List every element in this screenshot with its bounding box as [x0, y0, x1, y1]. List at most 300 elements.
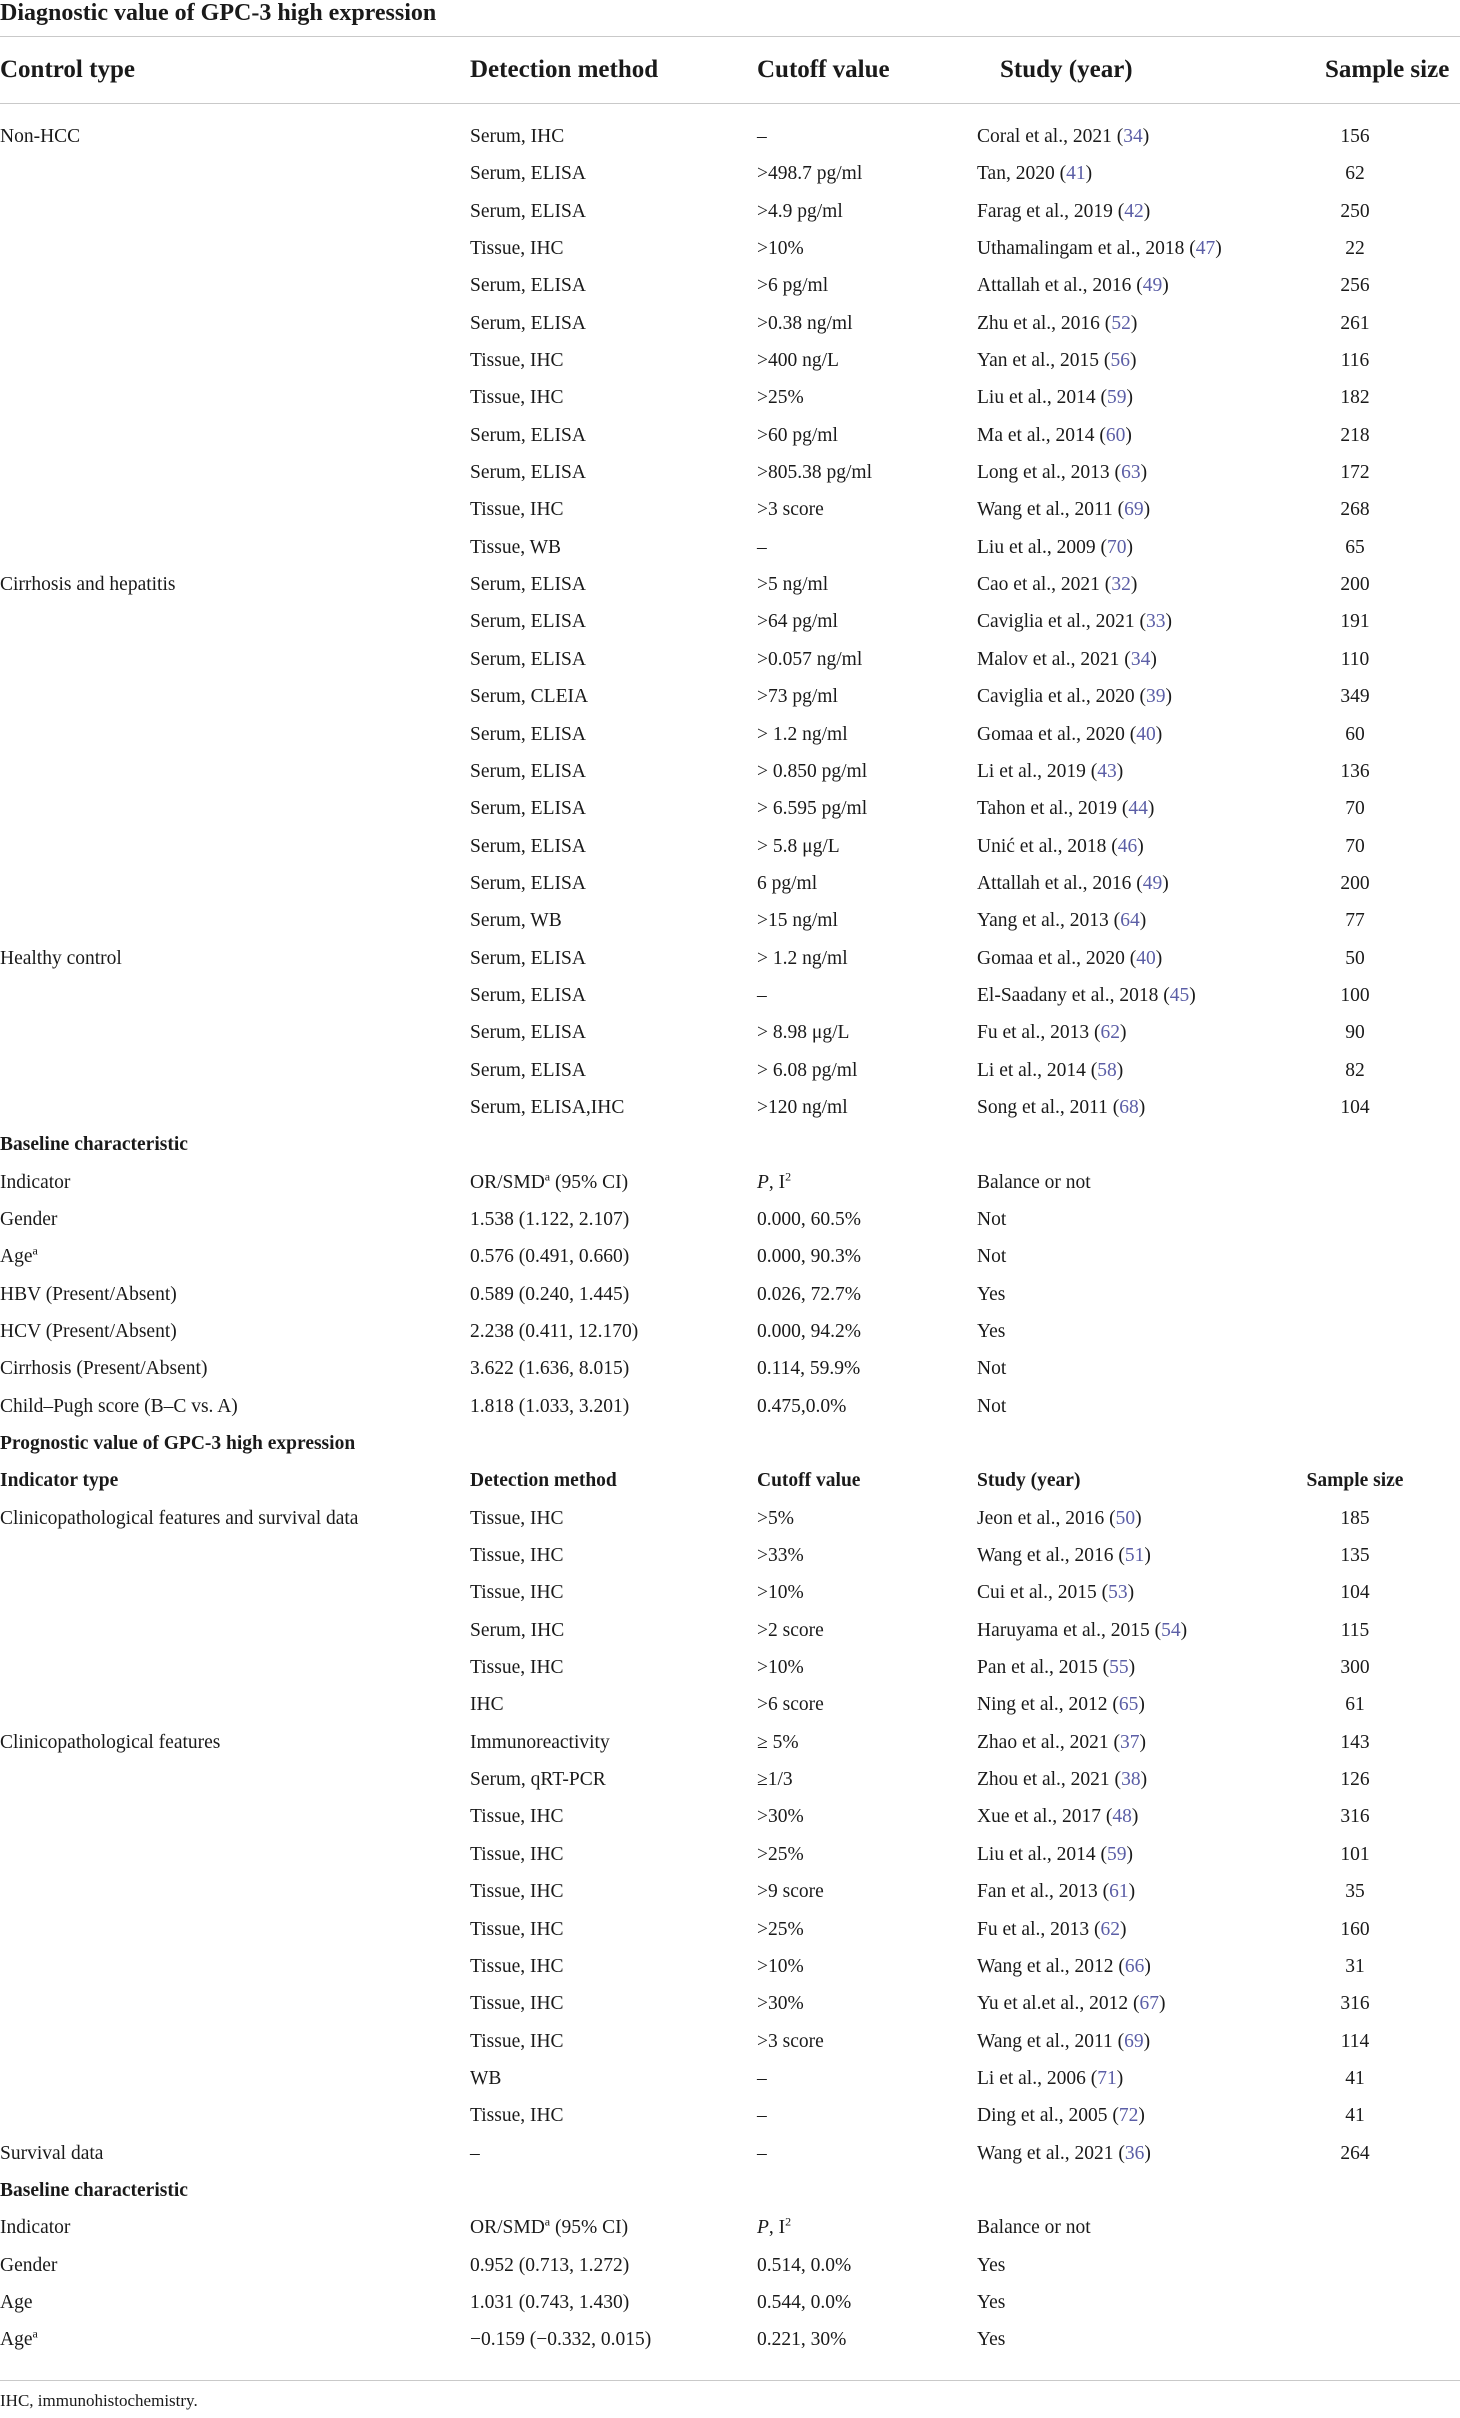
- detection-method-cell: Tissue, IHC: [470, 2105, 564, 2127]
- study-close-paren: ): [1116, 1059, 1124, 1081]
- sample-size-cell: 250: [1340, 200, 1370, 222]
- ci-text: (95% CI): [550, 2217, 629, 2239]
- study-cell: [977, 1873, 1135, 1910]
- sample-size-cell: 41: [1345, 2105, 1365, 2127]
- sample-size-cell: 261: [1340, 312, 1370, 334]
- section-heading-row: [0, 2172, 1460, 2209]
- header-control-type: Control type: [0, 56, 135, 83]
- cutoff-value-cell: –: [757, 2105, 767, 2127]
- sample-size-cell: 62: [1345, 163, 1365, 185]
- study-cell: [977, 1612, 1187, 1649]
- study-cell: [977, 1089, 1145, 1126]
- indicator-name: HCV (Present/Absent): [0, 1321, 177, 1342]
- footer-divider: [0, 2380, 1460, 2381]
- table-row: [0, 790, 1460, 827]
- study-text: Li et al., 2019 (: [977, 760, 1098, 782]
- detection-method-cell: Serum, ELISA: [470, 462, 586, 484]
- study-cell: [977, 1948, 1151, 1985]
- study-cell: [977, 379, 1133, 416]
- or-smd-value: 0.952 (0.713, 1.272): [470, 2254, 630, 2276]
- study-text: Li et al., 2014 (: [977, 1059, 1098, 1081]
- header-sample-size: Sample size: [1325, 56, 1450, 83]
- cutoff-value-cell: >10%: [757, 1582, 804, 1604]
- sample-size-cell: 104: [1340, 1096, 1370, 1118]
- sample-size-cell: 316: [1340, 1806, 1370, 1828]
- cutoff-value-cell: > 8.98 μg/L: [757, 1022, 850, 1044]
- study-cell: [977, 1014, 1126, 1051]
- table-row: [0, 1985, 1460, 2022]
- study-close-paren: ): [1140, 462, 1148, 484]
- sample-size-cell: 110: [1340, 648, 1370, 670]
- subheader-study-year: Study (year): [977, 1470, 1081, 1492]
- cutoff-value-cell: > 1.2 ng/ml: [757, 947, 848, 969]
- table-row: [0, 454, 1460, 491]
- section-title: Baseline characteristic: [0, 2179, 188, 2201]
- reference-number: 69: [1124, 2030, 1144, 2052]
- detection-method-cell: Serum, ELISA: [470, 1059, 586, 1081]
- or-smd-text: OR/SMD: [470, 2217, 545, 2239]
- study-cell: [977, 342, 1136, 379]
- baseline-indicator: [0, 1350, 207, 1387]
- study-text: Farag et al., 2019 (: [977, 200, 1125, 222]
- detection-method-cell: Serum, ELISA: [470, 835, 586, 857]
- study-close-paren: ): [1126, 387, 1133, 409]
- table-row: [0, 940, 1460, 977]
- sample-size-cell: 70: [1345, 798, 1365, 820]
- detection-method-cell: IHC: [470, 1694, 504, 1716]
- reference-number: 65: [1118, 1694, 1139, 1716]
- detection-method-cell: Serum, ELISA: [470, 648, 586, 670]
- subheader-indicator-type: Indicator type: [0, 1470, 119, 1492]
- reference-number: 48: [1112, 1806, 1132, 1828]
- reference-number: 36: [1124, 2142, 1145, 2164]
- study-text: Ding et al., 2005 (: [977, 2105, 1119, 2127]
- study-cell: [977, 1724, 1146, 1761]
- study-text: Jeon et al., 2016 (: [977, 1507, 1116, 1529]
- or-smd-text: OR/SMD: [470, 1171, 545, 1193]
- study-close-paren: ): [1143, 200, 1151, 222]
- cutoff-value-cell: >2 score: [757, 1619, 824, 1641]
- table-row: [0, 902, 1460, 939]
- cutoff-value-cell: >6 score: [757, 1694, 824, 1716]
- sample-size-cell: 200: [1340, 574, 1370, 596]
- study-text: Fu et al., 2013 (: [977, 1022, 1101, 1044]
- study-text: Gomaa et al., 2020 (: [977, 723, 1137, 745]
- detection-method-cell: Serum, ELISA: [470, 163, 586, 185]
- reference-number: 62: [1100, 1918, 1120, 1940]
- sample-size-cell: 126: [1340, 1769, 1370, 1791]
- study-text: Liu et al., 2009 (: [977, 536, 1107, 558]
- study-text: Fan et al., 2013 (: [977, 1881, 1110, 1903]
- header-detection-method: Detection method: [470, 56, 659, 83]
- table-row: [0, 1276, 1460, 1313]
- balance-label: Balance or not: [977, 1171, 1091, 1193]
- detection-method-cell: –: [470, 2142, 480, 2164]
- study-text: Tan, 2020 (: [977, 163, 1067, 185]
- table-row: [0, 1238, 1460, 1275]
- study-close-paren: ): [1119, 1918, 1127, 1940]
- table-row: [0, 2060, 1460, 2097]
- study-cell: [977, 1500, 1142, 1537]
- study-text: Coral et al., 2021 (: [977, 126, 1124, 147]
- study-close-paren: ): [1158, 1993, 1166, 2015]
- study-text: Liu et al., 2014 (: [977, 1843, 1107, 1865]
- table-row: [0, 1014, 1460, 1051]
- cutoff-value-cell: > 1.2 ng/ml: [757, 723, 848, 745]
- table-row: [0, 2209, 1460, 2246]
- study-close-paren: ): [1130, 312, 1138, 334]
- balance-value: Not: [977, 1395, 1007, 1417]
- study-cell: [977, 155, 1092, 192]
- reference-number: 32: [1111, 574, 1131, 596]
- table-row: [0, 678, 1460, 715]
- detection-method-cell: Tissue, IHC: [470, 1918, 564, 1940]
- study-cell: [977, 753, 1123, 790]
- study-cell: [977, 1052, 1123, 1089]
- indicator-name: Age: [0, 2329, 33, 2351]
- study-text: Caviglia et al., 2020 (: [977, 686, 1146, 708]
- balance-value: Yes: [977, 2254, 1006, 2276]
- study-close-paren: ): [1116, 760, 1124, 782]
- table-row: [0, 529, 1460, 566]
- table-row: [0, 1388, 1460, 1425]
- study-text: Zhou et al., 2021 (: [977, 1769, 1122, 1791]
- table-body: [0, 118, 1460, 2359]
- baseline-indicator: [0, 2247, 57, 2284]
- cutoff-value-cell: –: [757, 984, 767, 1006]
- detection-method-cell: Tissue, IHC: [470, 1507, 564, 1529]
- or-smd-value: −0.159 (−0.332, 0.015): [470, 2329, 652, 2351]
- reference-number: 49: [1142, 872, 1163, 894]
- indicator-superscript: a: [32, 2326, 38, 2341]
- table-title: Diagnostic value of GPC-3 high expression: [0, 0, 437, 26]
- baseline-indicator: [0, 2284, 33, 2321]
- p-i2-value: 0.514, 0.0%: [757, 2254, 852, 2276]
- study-text: Yan et al., 2015 (: [977, 350, 1111, 372]
- reference-number: 37: [1119, 1731, 1140, 1753]
- study-cell: [977, 193, 1150, 230]
- detection-method-cell: Tissue, IHC: [470, 1657, 564, 1679]
- table-row: [0, 1798, 1460, 1835]
- control-type-cell: Clinicopathological features: [0, 1731, 221, 1753]
- study-cell: [977, 2097, 1145, 2134]
- study-cell: [977, 902, 1146, 939]
- reference-number: 72: [1118, 2105, 1139, 2127]
- study-cell: [977, 118, 1149, 155]
- control-type-cell: Non-HCC: [0, 126, 81, 147]
- study-text: Cui et al., 2015 (: [977, 1582, 1109, 1604]
- control-type-cell: Survival data: [0, 2142, 104, 2164]
- study-cell: [977, 1537, 1151, 1574]
- reference-number: 43: [1097, 760, 1117, 782]
- cutoff-value-cell: >33%: [757, 1545, 804, 1567]
- sample-size-cell: 349: [1340, 686, 1370, 708]
- table-row: [0, 1500, 1460, 1537]
- cutoff-value-cell: >10%: [757, 1955, 804, 1977]
- study-text: Fu et al., 2013 (: [977, 1918, 1101, 1940]
- study-close-paren: ): [1140, 1769, 1148, 1791]
- study-close-paren: ): [1155, 947, 1163, 969]
- baseline-indicator: [0, 2321, 38, 2358]
- sample-size-cell: 35: [1345, 1881, 1365, 1903]
- reference-number: 33: [1145, 611, 1166, 633]
- table-row: [0, 267, 1460, 304]
- cutoff-value-cell: >3 score: [757, 2030, 824, 2052]
- table-row: [0, 641, 1460, 678]
- balance-value: Yes: [977, 1321, 1006, 1342]
- study-close-paren: ): [1143, 499, 1151, 521]
- reference-number: 39: [1145, 686, 1166, 708]
- reference-number: 58: [1097, 1059, 1117, 1081]
- detection-method-cell: Serum, ELISA,IHC: [470, 1096, 625, 1118]
- baseline-indicator: [0, 1313, 177, 1350]
- balance-value: Yes: [977, 2329, 1006, 2351]
- study-close-paren: ): [1137, 835, 1144, 857]
- study-close-paren: ): [1144, 2142, 1151, 2164]
- study-text: Tahon et al., 2019 (: [977, 798, 1129, 820]
- reference-number: 47: [1195, 238, 1216, 260]
- table-row: [0, 753, 1460, 790]
- sample-size-cell: 218: [1340, 424, 1370, 446]
- balance-value: Not: [977, 1208, 1007, 1230]
- study-text: Attallah et al., 2016 (: [977, 275, 1143, 297]
- subheader-row: [0, 1462, 1460, 1499]
- p-i2-value: 0.000, 90.3%: [757, 1246, 861, 1268]
- indicator-name: Child–Pugh score (B–C vs. A): [0, 1395, 238, 1417]
- cutoff-value-cell: >0.38 ng/ml: [757, 312, 853, 334]
- detection-method-cell: Serum, IHC: [470, 126, 565, 147]
- study-close-paren: ): [1215, 238, 1222, 260]
- cutoff-value-cell: >805.38 pg/ml: [757, 462, 873, 484]
- study-cell: [977, 1574, 1134, 1611]
- balance-label: Balance or not: [977, 2217, 1091, 2239]
- reference-number: 34: [1123, 126, 1143, 147]
- sample-size-cell: 22: [1345, 238, 1365, 260]
- subheader-cutoff-value: Cutoff value: [757, 1470, 861, 1492]
- study-close-paren: ): [1144, 1545, 1151, 1567]
- study-cell: [977, 865, 1169, 902]
- detection-method-cell: Tissue, IHC: [470, 1545, 564, 1567]
- table-row: [0, 1089, 1460, 1126]
- cutoff-value-cell: >3 score: [757, 499, 824, 521]
- study-close-paren: ): [1162, 872, 1169, 894]
- study-text: Wang et al., 2011 (: [977, 499, 1125, 521]
- study-cell: [977, 1761, 1147, 1798]
- reference-number: 42: [1124, 200, 1144, 222]
- study-cell: [977, 230, 1222, 267]
- detection-method-cell: Serum, ELISA: [470, 872, 586, 894]
- table-row: [0, 2135, 1460, 2172]
- study-cell: [977, 1985, 1165, 2022]
- table-row: [0, 1537, 1460, 1574]
- indicator-name: Cirrhosis (Present/Absent): [0, 1358, 208, 1380]
- study-close-paren: ): [1128, 1881, 1136, 1903]
- control-type-cell: Cirrhosis and hepatitis: [0, 574, 176, 596]
- p-i2-value: 0.026, 72.7%: [757, 1283, 861, 1305]
- study-text: Uthamalingam et al., 2018 (: [977, 238, 1196, 260]
- detection-method-cell: Serum, ELISA: [470, 760, 586, 782]
- sample-size-cell: 264: [1340, 2142, 1370, 2164]
- study-close-paren: ): [1144, 1955, 1151, 1977]
- study-text: Long et al., 2013 (: [977, 462, 1122, 484]
- study-cell: [977, 491, 1150, 528]
- study-text: Ma et al., 2014 (: [977, 424, 1106, 446]
- cutoff-value-cell: >73 pg/ml: [757, 686, 838, 708]
- study-cell: [977, 417, 1132, 454]
- reference-number: 59: [1106, 1843, 1127, 1865]
- superscript-a: a: [544, 1169, 551, 1184]
- balance-value: Not: [977, 1358, 1007, 1380]
- table-row: [0, 716, 1460, 753]
- detection-method-cell: Serum, ELISA: [470, 312, 586, 334]
- study-close-paren: ): [1138, 1694, 1145, 1716]
- table-row: [0, 230, 1460, 267]
- or-smd-value: 0.589 (0.240, 1.445): [470, 1283, 630, 1305]
- study-close-paren: ): [1127, 1582, 1135, 1604]
- table-row: [0, 2321, 1460, 2358]
- study-cell: [977, 1836, 1133, 1873]
- reference-number: 68: [1119, 1096, 1139, 1118]
- study-cell: [977, 529, 1133, 566]
- cutoff-value-cell: > 6.08 pg/ml: [757, 1059, 858, 1081]
- reference-number: 60: [1105, 424, 1126, 446]
- superscript-2: 2: [785, 1169, 792, 1184]
- table-row: [0, 1164, 1460, 1201]
- table-row: [0, 603, 1460, 640]
- detection-method-cell: Serum, ELISA: [470, 200, 586, 222]
- table-row: [0, 118, 1460, 155]
- p-i2-value: 0.000, 60.5%: [757, 1208, 861, 1230]
- indicator-label: Indicator: [0, 1171, 71, 1193]
- balance-value: Yes: [977, 2291, 1006, 2313]
- reference-number: 40: [1136, 723, 1156, 745]
- study-close-paren: ): [1129, 350, 1137, 372]
- table-row: [0, 1574, 1460, 1611]
- sample-size-cell: 160: [1340, 1918, 1370, 1940]
- table-row: [0, 305, 1460, 342]
- cutoff-value-cell: ≥1/3: [757, 1769, 793, 1791]
- sample-size-cell: 77: [1345, 910, 1365, 932]
- study-close-paren: ): [1119, 1022, 1127, 1044]
- cutoff-value-cell: >0.057 ng/ml: [757, 648, 863, 670]
- cutoff-value-cell: >60 pg/ml: [757, 424, 838, 446]
- detection-method-cell: Serum, ELISA: [470, 947, 586, 969]
- cutoff-value-cell: –: [757, 2142, 767, 2164]
- study-text: Haruyama et al., 2015 (: [977, 1619, 1162, 1641]
- sample-size-cell: 70: [1345, 835, 1365, 857]
- baseline-indicator: [0, 1276, 177, 1313]
- study-text: Yu et al.et al., 2012 (: [977, 1993, 1140, 2015]
- study-close-paren: ): [1189, 984, 1196, 1006]
- sample-size-cell: 61: [1345, 1694, 1365, 1716]
- cutoff-value-cell: >4.9 pg/ml: [757, 200, 843, 222]
- detection-method-cell: Serum, ELISA: [470, 723, 586, 745]
- reference-number: 64: [1120, 910, 1140, 932]
- sample-size-cell: 191: [1340, 611, 1370, 633]
- detection-method-cell: Serum, ELISA: [470, 611, 586, 633]
- reference-number: 45: [1169, 984, 1190, 1006]
- or-smd-value: 3.622 (1.636, 8.015): [470, 1358, 630, 1380]
- cutoff-value-cell: >10%: [757, 1657, 804, 1679]
- detection-method-cell: Tissue, IHC: [470, 387, 564, 409]
- cutoff-value-cell: >9 score: [757, 1881, 824, 1903]
- p-i2-value: 0.114, 59.9%: [757, 1358, 861, 1380]
- table-row: [0, 977, 1460, 1014]
- ci-text: (95% CI): [550, 1171, 629, 1193]
- cutoff-value-cell: > 0.850 pg/ml: [757, 760, 868, 782]
- or-smd-label: [470, 1164, 628, 1201]
- cutoff-value-cell: >25%: [757, 1918, 804, 1940]
- table-header: [0, 37, 1460, 103]
- indicator-name: HBV (Present/Absent): [0, 1283, 177, 1305]
- reference-number: 52: [1111, 312, 1131, 334]
- study-close-paren: ): [1165, 611, 1172, 633]
- reference-number: 49: [1142, 275, 1163, 297]
- study-close-paren: ): [1125, 424, 1132, 446]
- study-cell: [977, 641, 1157, 678]
- header-cutoff-value: Cutoff value: [757, 56, 890, 83]
- table-row: [0, 1836, 1460, 1873]
- detection-method-cell: Tissue, IHC: [470, 1806, 564, 1828]
- sample-size-cell: 185: [1340, 1507, 1370, 1529]
- cutoff-value-cell: >6 pg/ml: [757, 275, 829, 297]
- study-cell: [977, 2135, 1151, 2172]
- study-text: Wang et al., 2012 (: [977, 1955, 1125, 1977]
- detection-method-cell: Tissue, IHC: [470, 2030, 564, 2052]
- cutoff-value-cell: >10%: [757, 238, 804, 260]
- sample-size-cell: 31: [1345, 1955, 1365, 1977]
- study-cell: [977, 305, 1137, 342]
- control-type-cell: Clinicopathological features and survival data: [0, 1507, 359, 1529]
- sample-size-cell: 114: [1340, 2030, 1370, 2052]
- sample-size-cell: 116: [1340, 350, 1370, 372]
- table-row: [0, 417, 1460, 454]
- study-close-paren: ): [1138, 2105, 1145, 2127]
- study-cell: [977, 940, 1162, 977]
- sample-size-cell: 82: [1345, 1059, 1365, 1081]
- study-text: Wang et al., 2016 (: [977, 1545, 1125, 1567]
- sample-size-cell: 90: [1345, 1022, 1365, 1044]
- p-i2-value: 0.221, 30%: [757, 2329, 847, 2351]
- study-text: Zhao et al., 2021 (: [977, 1731, 1120, 1753]
- detection-method-cell: Serum, WB: [470, 910, 562, 932]
- reference-number: 63: [1121, 462, 1141, 484]
- cutoff-value-cell: 6 pg/ml: [757, 872, 818, 894]
- table-row: [0, 865, 1460, 902]
- table-row: [0, 566, 1460, 603]
- detection-method-cell: Serum, ELISA: [470, 1022, 586, 1044]
- or-smd-value: 1.538 (1.122, 2.107): [470, 1208, 630, 1230]
- study-cell: [977, 454, 1147, 491]
- sample-size-cell: 101: [1340, 1843, 1370, 1865]
- study-text: Ning et al., 2012 (: [977, 1694, 1119, 1716]
- study-text: Wang et al., 2011 (: [977, 2030, 1125, 2052]
- header-study-year: Study (year): [1000, 56, 1133, 83]
- cutoff-value-cell: > 6.595 pg/ml: [757, 798, 868, 820]
- section-title: Baseline characteristic: [0, 1134, 188, 1156]
- baseline-indicator: [0, 1388, 238, 1425]
- section-title: Prognostic value of GPC-3 high expression: [0, 1433, 356, 1455]
- balance-value: Not: [977, 1246, 1007, 1268]
- or-smd-value: 0.576 (0.491, 0.660): [470, 1246, 630, 1268]
- table-row: [0, 1686, 1460, 1723]
- study-close-paren: ): [1155, 723, 1163, 745]
- table-footnote: IHC, immunohistochemistry.: [0, 2391, 198, 2410]
- study-close-paren: ): [1165, 686, 1172, 708]
- study-close-paren: ): [1128, 1657, 1136, 1679]
- reference-number: 38: [1121, 1769, 1141, 1791]
- sample-size-cell: 300: [1340, 1657, 1370, 1679]
